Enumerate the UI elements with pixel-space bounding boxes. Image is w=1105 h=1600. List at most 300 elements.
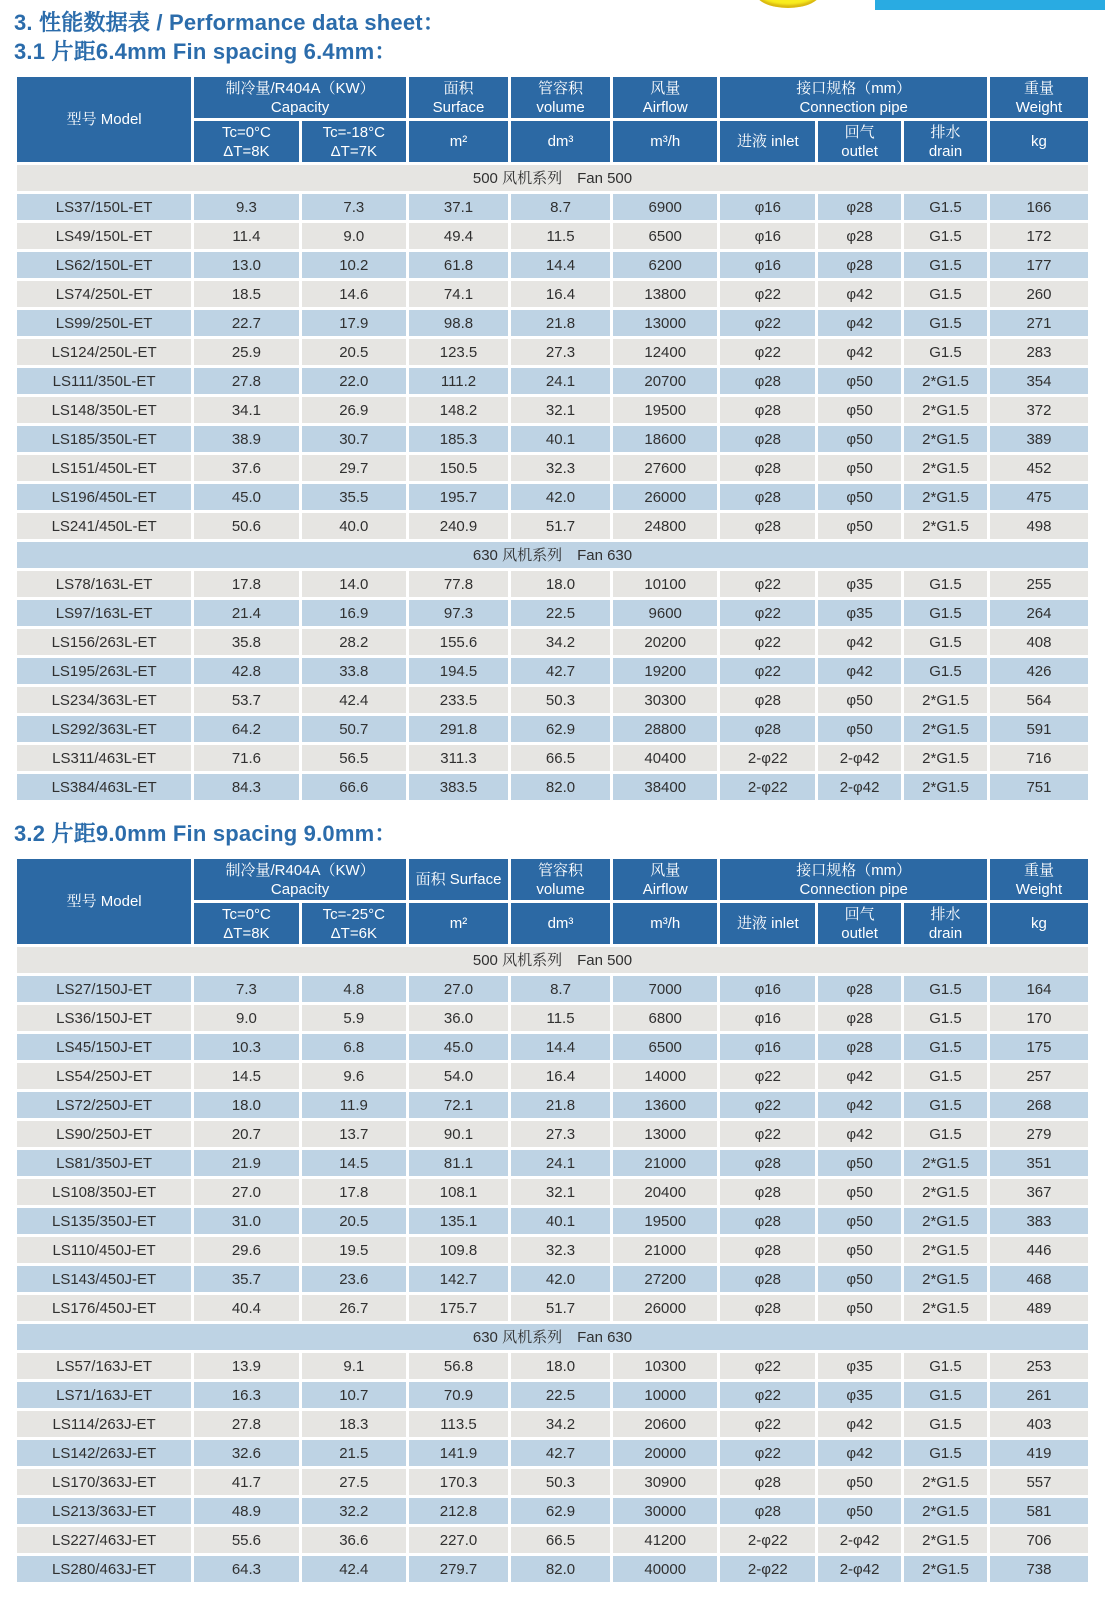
table-row <box>16 1468 1090 1497</box>
cell-capacity-tc-low: 23.6 <box>300 1265 407 1294</box>
cell-surface: 72.1 <box>408 1091 510 1120</box>
cell-volume: 51.7 <box>510 512 612 541</box>
cell-capacity-tc-low: 14.6 <box>300 280 407 309</box>
group-label: 630 风机系列 Fan 630 <box>16 1323 1090 1352</box>
cell-surface: 77.8 <box>408 570 510 599</box>
table-row <box>16 715 1090 744</box>
cell-model: LS74/250L-ET <box>16 280 193 309</box>
cell-inlet: φ28 <box>719 686 817 715</box>
cell-capacity-tc0: 25.9 <box>193 338 300 367</box>
cell-surface: 233.5 <box>408 686 510 715</box>
cell-weight: 419 <box>988 1439 1089 1468</box>
cell-model: LS110/450J-ET <box>16 1236 193 1265</box>
cell-inlet: φ22 <box>719 280 817 309</box>
cell-outlet: φ42 <box>817 338 903 367</box>
cell-drain: 2*G1.5 <box>903 1178 989 1207</box>
cell-weight: 271 <box>988 309 1089 338</box>
cell-drain: 2*G1.5 <box>903 512 989 541</box>
cell-airflow: 30000 <box>612 1497 719 1526</box>
cell-inlet: φ16 <box>719 975 817 1004</box>
top-accent-bar <box>875 0 1105 10</box>
cell-airflow: 13000 <box>612 1120 719 1149</box>
cell-volume: 34.2 <box>510 628 612 657</box>
cell-capacity-tc-low: 14.5 <box>300 1149 407 1178</box>
cell-drain: G1.5 <box>903 1033 989 1062</box>
cell-airflow: 20700 <box>612 367 719 396</box>
cell-drain: 2*G1.5 <box>903 773 989 802</box>
cell-outlet: φ50 <box>817 367 903 396</box>
cell-capacity-tc0: 53.7 <box>193 686 300 715</box>
cell-capacity-tc0: 27.8 <box>193 367 300 396</box>
table-row <box>16 686 1090 715</box>
cell-capacity-tc-low: 28.2 <box>300 628 407 657</box>
header-unit-kg: kg <box>988 120 1089 164</box>
cell-drain: 2*G1.5 <box>903 396 989 425</box>
cell-inlet: φ28 <box>719 512 817 541</box>
table-row <box>16 628 1090 657</box>
table-row <box>16 280 1090 309</box>
table-container-fin-6-4 <box>14 74 1091 803</box>
cell-model: LS143/450J-ET <box>16 1265 193 1294</box>
cell-capacity-tc0: 22.7 <box>193 309 300 338</box>
section-fin-6-4 <box>0 74 1105 803</box>
cell-capacity-tc0: 55.6 <box>193 1526 300 1555</box>
cell-model: LS227/463J-ET <box>16 1526 193 1555</box>
cell-volume: 40.1 <box>510 425 612 454</box>
cell-weight: 268 <box>988 1091 1089 1120</box>
cell-inlet: φ28 <box>719 367 817 396</box>
cell-weight: 283 <box>988 338 1089 367</box>
group-label: 630 风机系列 Fan 630 <box>16 541 1090 570</box>
header-model: 型号 Model <box>16 76 193 164</box>
table-row <box>16 1033 1090 1062</box>
cell-inlet: φ22 <box>719 1062 817 1091</box>
cell-surface: 383.5 <box>408 773 510 802</box>
cell-weight: 452 <box>988 454 1089 483</box>
cell-outlet: φ42 <box>817 1120 903 1149</box>
header-inlet: 进液 inlet <box>719 902 817 946</box>
cell-weight: 264 <box>988 599 1089 628</box>
cell-capacity-tc-low: 21.5 <box>300 1439 407 1468</box>
cell-volume: 22.5 <box>510 1381 612 1410</box>
cell-drain: G1.5 <box>903 280 989 309</box>
cell-weight: 498 <box>988 512 1089 541</box>
cell-airflow: 14000 <box>612 1062 719 1091</box>
cell-surface: 74.1 <box>408 280 510 309</box>
cell-capacity-tc-low: 40.0 <box>300 512 407 541</box>
header-surface: 面积 Surface <box>408 858 510 902</box>
cell-model: LS114/263J-ET <box>16 1410 193 1439</box>
header-airflow: 风量 Airflow <box>612 76 719 120</box>
cell-surface: 98.8 <box>408 309 510 338</box>
cell-weight: 716 <box>988 744 1089 773</box>
table-row <box>16 657 1090 686</box>
cell-capacity-tc-low: 50.7 <box>300 715 407 744</box>
cell-capacity-tc-low: 9.0 <box>300 222 407 251</box>
table-row <box>16 1497 1090 1526</box>
cell-volume: 62.9 <box>510 715 612 744</box>
cell-airflow: 21000 <box>612 1149 719 1178</box>
cell-capacity-tc-low: 10.7 <box>300 1381 407 1410</box>
cell-volume: 14.4 <box>510 1033 612 1062</box>
cell-capacity-tc0: 21.9 <box>193 1149 300 1178</box>
cell-model: LS49/150L-ET <box>16 222 193 251</box>
header-unit-m3h: m³/h <box>612 120 719 164</box>
cell-inlet: φ28 <box>719 1497 817 1526</box>
cell-capacity-tc0: 9.0 <box>193 1004 300 1033</box>
cell-outlet: φ28 <box>817 975 903 1004</box>
cell-airflow: 10100 <box>612 570 719 599</box>
cell-capacity-tc-low: 20.5 <box>300 1207 407 1236</box>
cell-inlet: φ28 <box>719 1294 817 1323</box>
cell-weight: 468 <box>988 1265 1089 1294</box>
cell-inlet: φ28 <box>719 425 817 454</box>
cell-inlet: φ22 <box>719 1381 817 1410</box>
cell-drain: 2*G1.5 <box>903 1526 989 1555</box>
cell-surface: 97.3 <box>408 599 510 628</box>
cell-capacity-tc0: 13.9 <box>193 1352 300 1381</box>
cell-model: LS213/363J-ET <box>16 1497 193 1526</box>
cell-volume: 27.3 <box>510 1120 612 1149</box>
cell-drain: G1.5 <box>903 222 989 251</box>
cell-model: LS108/350J-ET <box>16 1178 193 1207</box>
header-drain: 排水 drain <box>903 120 989 164</box>
cell-surface: 279.7 <box>408 1555 510 1584</box>
cell-airflow: 13000 <box>612 309 719 338</box>
cell-capacity-tc0: 71.6 <box>193 744 300 773</box>
cell-weight: 279 <box>988 1120 1089 1149</box>
cell-surface: 108.1 <box>408 1178 510 1207</box>
cell-outlet: φ28 <box>817 1033 903 1062</box>
cell-inlet: φ28 <box>719 715 817 744</box>
cell-capacity-tc0: 50.6 <box>193 512 300 541</box>
cell-outlet: φ42 <box>817 1410 903 1439</box>
table-row <box>16 454 1090 483</box>
cell-drain: G1.5 <box>903 570 989 599</box>
cell-capacity-tc-low: 16.9 <box>300 599 407 628</box>
cell-inlet: 2-φ22 <box>719 1555 817 1584</box>
cell-model: LS99/250L-ET <box>16 309 193 338</box>
cell-weight: 564 <box>988 686 1089 715</box>
cell-capacity-tc0: 14.5 <box>193 1062 300 1091</box>
cell-outlet: φ42 <box>817 1062 903 1091</box>
cell-volume: 24.1 <box>510 1149 612 1178</box>
cell-inlet: φ22 <box>719 657 817 686</box>
table-row <box>16 1149 1090 1178</box>
header-weight: 重量 Weight <box>988 858 1089 902</box>
header-airflow: 风量 Airflow <box>612 858 719 902</box>
cell-outlet: φ35 <box>817 570 903 599</box>
cell-surface: 195.7 <box>408 483 510 512</box>
table-row <box>16 367 1090 396</box>
cell-drain: G1.5 <box>903 1091 989 1120</box>
cell-surface: 49.4 <box>408 222 510 251</box>
table-row <box>16 483 1090 512</box>
page-title: 3. 性能数据表 / Performance data sheet： <box>14 10 446 35</box>
cell-surface: 311.3 <box>408 744 510 773</box>
cell-drain: G1.5 <box>903 657 989 686</box>
header-unit-m3h: m³/h <box>612 902 719 946</box>
cell-inlet: φ16 <box>719 251 817 280</box>
cell-volume: 8.7 <box>510 975 612 1004</box>
cell-outlet: φ50 <box>817 1294 903 1323</box>
header-inlet: 进液 inlet <box>719 120 817 164</box>
cell-surface: 185.3 <box>408 425 510 454</box>
cell-capacity-tc0: 21.4 <box>193 599 300 628</box>
cell-capacity-tc0: 9.3 <box>193 193 300 222</box>
cell-volume: 8.7 <box>510 193 612 222</box>
cell-outlet: φ35 <box>817 599 903 628</box>
cell-weight: 351 <box>988 1149 1089 1178</box>
cell-model: LS241/450L-ET <box>16 512 193 541</box>
cell-capacity-tc-low: 5.9 <box>300 1004 407 1033</box>
cell-outlet: φ28 <box>817 222 903 251</box>
cell-outlet: φ28 <box>817 1004 903 1033</box>
cell-outlet: 2-φ42 <box>817 1526 903 1555</box>
cell-outlet: φ42 <box>817 280 903 309</box>
cell-capacity-tc0: 45.0 <box>193 483 300 512</box>
table-row <box>16 599 1090 628</box>
cell-airflow: 24800 <box>612 512 719 541</box>
cell-volume: 42.0 <box>510 483 612 512</box>
cell-inlet: φ22 <box>719 570 817 599</box>
cell-volume: 82.0 <box>510 773 612 802</box>
header-outlet: 回气 outlet <box>817 120 903 164</box>
cell-weight: 446 <box>988 1236 1089 1265</box>
cell-drain: 2*G1.5 <box>903 1294 989 1323</box>
cell-surface: 70.9 <box>408 1381 510 1410</box>
table-row <box>16 570 1090 599</box>
cell-weight: 255 <box>988 570 1089 599</box>
cell-volume: 82.0 <box>510 1555 612 1584</box>
cell-volume: 32.3 <box>510 454 612 483</box>
cell-airflow: 28800 <box>612 715 719 744</box>
cell-inlet: φ28 <box>719 483 817 512</box>
cell-capacity-tc-low: 4.8 <box>300 975 407 1004</box>
cell-inlet: φ22 <box>719 1352 817 1381</box>
cell-capacity-tc-low: 20.5 <box>300 338 407 367</box>
cell-surface: 45.0 <box>408 1033 510 1062</box>
cell-weight: 172 <box>988 222 1089 251</box>
cell-volume: 27.3 <box>510 338 612 367</box>
cell-model: LS196/450L-ET <box>16 483 193 512</box>
cell-airflow: 19500 <box>612 1207 719 1236</box>
cell-model: LS142/263J-ET <box>16 1439 193 1468</box>
table-row <box>16 1381 1090 1410</box>
cell-weight: 389 <box>988 425 1089 454</box>
cell-drain: 2*G1.5 <box>903 1236 989 1265</box>
cell-outlet: φ42 <box>817 1091 903 1120</box>
cell-model: LS151/450L-ET <box>16 454 193 483</box>
cell-airflow: 6900 <box>612 193 719 222</box>
performance-table-fin-6-4mm <box>14 74 1091 803</box>
cell-airflow: 20400 <box>612 1178 719 1207</box>
cell-surface: 54.0 <box>408 1062 510 1091</box>
cell-inlet: φ22 <box>719 1120 817 1149</box>
cell-drain: G1.5 <box>903 975 989 1004</box>
cell-capacity-tc0: 40.4 <box>193 1294 300 1323</box>
cell-airflow: 30900 <box>612 1468 719 1497</box>
cell-drain: G1.5 <box>903 628 989 657</box>
cell-weight: 751 <box>988 773 1089 802</box>
cell-surface: 227.0 <box>408 1526 510 1555</box>
header-unit-dm3: dm³ <box>510 120 612 164</box>
cell-surface: 135.1 <box>408 1207 510 1236</box>
cell-weight: 175 <box>988 1033 1089 1062</box>
cell-airflow: 41200 <box>612 1526 719 1555</box>
header-connection-pipe: 接口规格（mm） Connection pipe <box>719 76 989 120</box>
cell-volume: 50.3 <box>510 686 612 715</box>
cell-capacity-tc0: 27.8 <box>193 1410 300 1439</box>
cell-airflow: 27200 <box>612 1265 719 1294</box>
cell-capacity-tc-low: 9.6 <box>300 1062 407 1091</box>
cell-outlet: φ50 <box>817 512 903 541</box>
cell-model: LS78/163L-ET <box>16 570 193 599</box>
cell-outlet: φ50 <box>817 425 903 454</box>
cell-airflow: 6500 <box>612 222 719 251</box>
cell-inlet: 2-φ22 <box>719 773 817 802</box>
cell-model: LS292/363L-ET <box>16 715 193 744</box>
cell-volume: 50.3 <box>510 1468 612 1497</box>
cell-weight: 383 <box>988 1207 1089 1236</box>
header-condition-tc0: Tc=0°C ΔT=8K <box>193 902 300 946</box>
cell-surface: 150.5 <box>408 454 510 483</box>
cell-outlet: φ35 <box>817 1381 903 1410</box>
table-row <box>16 512 1090 541</box>
cell-capacity-tc0: 18.5 <box>193 280 300 309</box>
cell-model: LS57/163J-ET <box>16 1352 193 1381</box>
table-row <box>16 744 1090 773</box>
header-unit-m2: m² <box>408 120 510 164</box>
cell-capacity-tc0: 18.0 <box>193 1091 300 1120</box>
cell-outlet: φ42 <box>817 628 903 657</box>
cell-capacity-tc-low: 9.1 <box>300 1352 407 1381</box>
header-volume: 管容积 volume <box>510 76 612 120</box>
cell-outlet: φ50 <box>817 715 903 744</box>
cell-surface: 36.0 <box>408 1004 510 1033</box>
cell-capacity-tc-low: 27.5 <box>300 1468 407 1497</box>
cell-capacity-tc-low: 17.9 <box>300 309 407 338</box>
cell-drain: G1.5 <box>903 309 989 338</box>
cell-volume: 66.5 <box>510 1526 612 1555</box>
cell-drain: G1.5 <box>903 193 989 222</box>
cell-inlet: φ22 <box>719 1091 817 1120</box>
table-row <box>16 193 1090 222</box>
cell-inlet: φ16 <box>719 222 817 251</box>
cell-capacity-tc-low: 22.0 <box>300 367 407 396</box>
header-condition-tc-low: Tc=-18°C ΔT=7K <box>300 120 407 164</box>
table-row <box>16 975 1090 1004</box>
cell-inlet: φ28 <box>719 1265 817 1294</box>
cell-weight: 372 <box>988 396 1089 425</box>
cell-drain: G1.5 <box>903 1062 989 1091</box>
cell-capacity-tc0: 41.7 <box>193 1468 300 1497</box>
cell-model: LS36/150J-ET <box>16 1004 193 1033</box>
cell-volume: 11.5 <box>510 1004 612 1033</box>
cell-surface: 175.7 <box>408 1294 510 1323</box>
section-title-fin-9-0: 3.2 片距9.0mm Fin spacing 9.0mm： <box>14 821 397 846</box>
performance-table-fin-9-0mm <box>14 856 1091 1585</box>
cell-model: LS81/350J-ET <box>16 1149 193 1178</box>
group-header-row <box>16 541 1090 570</box>
cell-outlet: φ50 <box>817 483 903 512</box>
cell-drain: G1.5 <box>903 599 989 628</box>
cell-capacity-tc0: 10.3 <box>193 1033 300 1062</box>
cell-volume: 42.0 <box>510 1265 612 1294</box>
cell-weight: 557 <box>988 1468 1089 1497</box>
cell-capacity-tc-low: 10.2 <box>300 251 407 280</box>
cell-capacity-tc0: 27.0 <box>193 1178 300 1207</box>
cell-outlet: φ42 <box>817 309 903 338</box>
table-row <box>16 1004 1090 1033</box>
table-row <box>16 251 1090 280</box>
group-label: 500 风机系列 Fan 500 <box>16 946 1090 975</box>
cell-surface: 56.8 <box>408 1352 510 1381</box>
cell-drain: G1.5 <box>903 1381 989 1410</box>
cell-drain: 2*G1.5 <box>903 1265 989 1294</box>
cell-airflow: 7000 <box>612 975 719 1004</box>
cell-drain: 2*G1.5 <box>903 1149 989 1178</box>
cell-inlet: φ28 <box>719 454 817 483</box>
cell-weight: 260 <box>988 280 1089 309</box>
cell-capacity-tc-low: 36.6 <box>300 1526 407 1555</box>
group-header-row <box>16 164 1090 193</box>
cell-inlet: φ16 <box>719 1033 817 1062</box>
header-weight: 重量 Weight <box>988 76 1089 120</box>
cell-capacity-tc-low: 42.4 <box>300 686 407 715</box>
cell-model: LS156/263L-ET <box>16 628 193 657</box>
cell-volume: 32.1 <box>510 396 612 425</box>
cell-airflow: 20000 <box>612 1439 719 1468</box>
cell-weight: 475 <box>988 483 1089 512</box>
cell-capacity-tc0: 42.8 <box>193 657 300 686</box>
cell-airflow: 12400 <box>612 338 719 367</box>
cell-inlet: φ28 <box>719 1178 817 1207</box>
cell-capacity-tc0: 11.4 <box>193 222 300 251</box>
cell-drain: 2*G1.5 <box>903 1555 989 1584</box>
cell-capacity-tc0: 17.8 <box>193 570 300 599</box>
table-row <box>16 425 1090 454</box>
cell-weight: 367 <box>988 1178 1089 1207</box>
cell-capacity-tc-low: 35.5 <box>300 483 407 512</box>
cell-airflow: 6200 <box>612 251 719 280</box>
cell-surface: 170.3 <box>408 1468 510 1497</box>
cell-capacity-tc-low: 17.8 <box>300 1178 407 1207</box>
cell-capacity-tc-low: 7.3 <box>300 193 407 222</box>
cell-airflow: 40400 <box>612 744 719 773</box>
table-container-fin-9-0 <box>14 856 1091 1585</box>
table-row <box>16 1178 1090 1207</box>
cell-weight: 738 <box>988 1555 1089 1584</box>
cell-volume: 16.4 <box>510 280 612 309</box>
table-row <box>16 396 1090 425</box>
cell-airflow: 10000 <box>612 1381 719 1410</box>
cell-model: LS111/350L-ET <box>16 367 193 396</box>
cell-airflow: 10300 <box>612 1352 719 1381</box>
cell-outlet: φ50 <box>817 1178 903 1207</box>
cell-model: LS27/150J-ET <box>16 975 193 1004</box>
cell-model: LS185/350L-ET <box>16 425 193 454</box>
cell-model: LS45/150J-ET <box>16 1033 193 1062</box>
section-fin-9-0 <box>0 819 1105 1585</box>
cell-capacity-tc0: 35.7 <box>193 1265 300 1294</box>
cell-surface: 141.9 <box>408 1439 510 1468</box>
cell-airflow: 26000 <box>612 483 719 512</box>
cell-weight: 166 <box>988 193 1089 222</box>
cell-outlet: φ50 <box>817 454 903 483</box>
cell-capacity-tc0: 34.1 <box>193 396 300 425</box>
cell-weight: 164 <box>988 975 1089 1004</box>
